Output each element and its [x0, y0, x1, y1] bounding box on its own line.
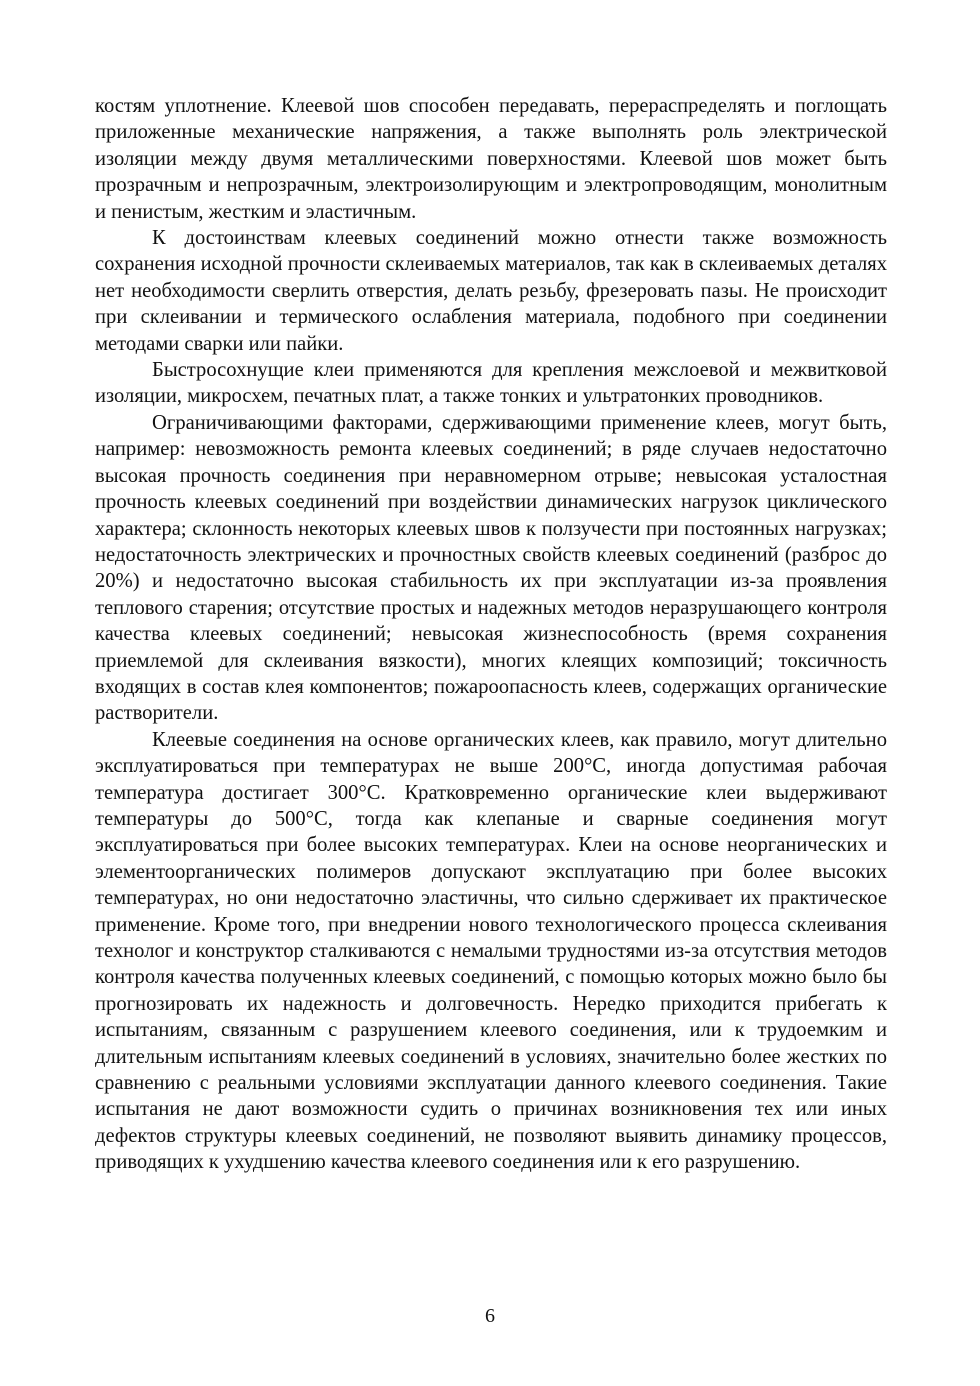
document-body — [95, 93, 887, 1176]
paragraph-fast-drying-adhesives: Быстросохнущие клеи применяются для крепления межслоевой и межвитковой изоляции, микросхем, печатных плат, а также тонких и ультратонких проводников. — [95, 359, 887, 408]
paragraph-continuation: костям уплотнение. Клеевой шов способен передавать, перераспределять и поглощать приложенные механические напряжения, а также выполнять роль электрической изоляции между двумя металлическими поверхностями. Клеевой шов может быть прозрачным и непрозрачным, электроизолирующим и электропроводящим, монолитным и пенистым, жестким и эластичным. — [95, 95, 887, 223]
paragraph-temperature-limits: Клеевые соединения на основе органических клеев, как правило, могут длительно эксплуатироваться при температурах не выше 200°С, иногда допустимая рабочая температура достигает 300°С. Кратковременно органические клеи выдерживают температуры до 500°С, тогда как клепаные и сварные соединения могут эксплуатироваться при более высоких температурах. Клеи на основе неорганических и элементоорганических полимеров допускают эксплуатацию при более высоких температурах, но они недостаточно эластичны, что сильно сдерживает их практическое применение. Кроме того, при внедрении нового технологического процесса склеивания технолог и конструктор сталкиваются с немалыми трудностями из-за отсутствия методов контроля качества полученных клеевых соединений, с помощью которых можно было бы прогнозировать их надежность и долговечность. Нередко приходится прибегать к испытаниям, связанным с разрушением клеевого соединения, или к трудоемким и длительным испытаниям клеевых соединений в условиях, значительно более жестких по сравнению с реальными условиями эксплуатации данного клеевого соединения. Такие испытания не дают возможности судить о причинах возникновения тех или иных дефектов структуры клеевых соединений, не позволяют выявить динамику процессов, приводящих к ухудшению качества клеевого соединения или к его разрушению. — [95, 728, 887, 1174]
paragraph-limiting-factors: Ограничивающими факторами, сдерживающими применение клеев, могут быть, например: невозможность ремонта клеевых соединений; в ряде случаев недостаточно высокая прочность соединения при неравномерном отрыве; невысокая усталостная прочность клеевых соединений при воздействии динамических нагрузок циклического характера; склонность некоторых клеевых швов к ползучести при постоянных нагрузках; недостаточность электрических и прочностных свойств клеевых соединений (разброс до 20%) и недостаточно высокая стабильность их при эксплуатации из-за проявления теплового старения; отсутствие простых и надежных методов неразрушающего контроля качества клеевых соединений; невысокая жизнеспособность (время сохранения приемлемой для склеивания вязкости), многих клеящих композиций; токсичность входящих в состав клея компонентов; пожароопасность клеев, содержащих органические растворители. — [95, 411, 887, 725]
page-number: 6 — [485, 1305, 495, 1327]
paragraph-advantages: К достоинствам клеевых соединений можно отнести также возможность сохранения исходной прочности склеиваемых материалов, так как в склеиваемых деталях нет необходимости сверлить отверстия, делать резьбу, фрезеровать пазы. Не происходит при склеивании и термического ослабления материала, подобного при соединении методами сварки или пайки. — [95, 227, 887, 355]
